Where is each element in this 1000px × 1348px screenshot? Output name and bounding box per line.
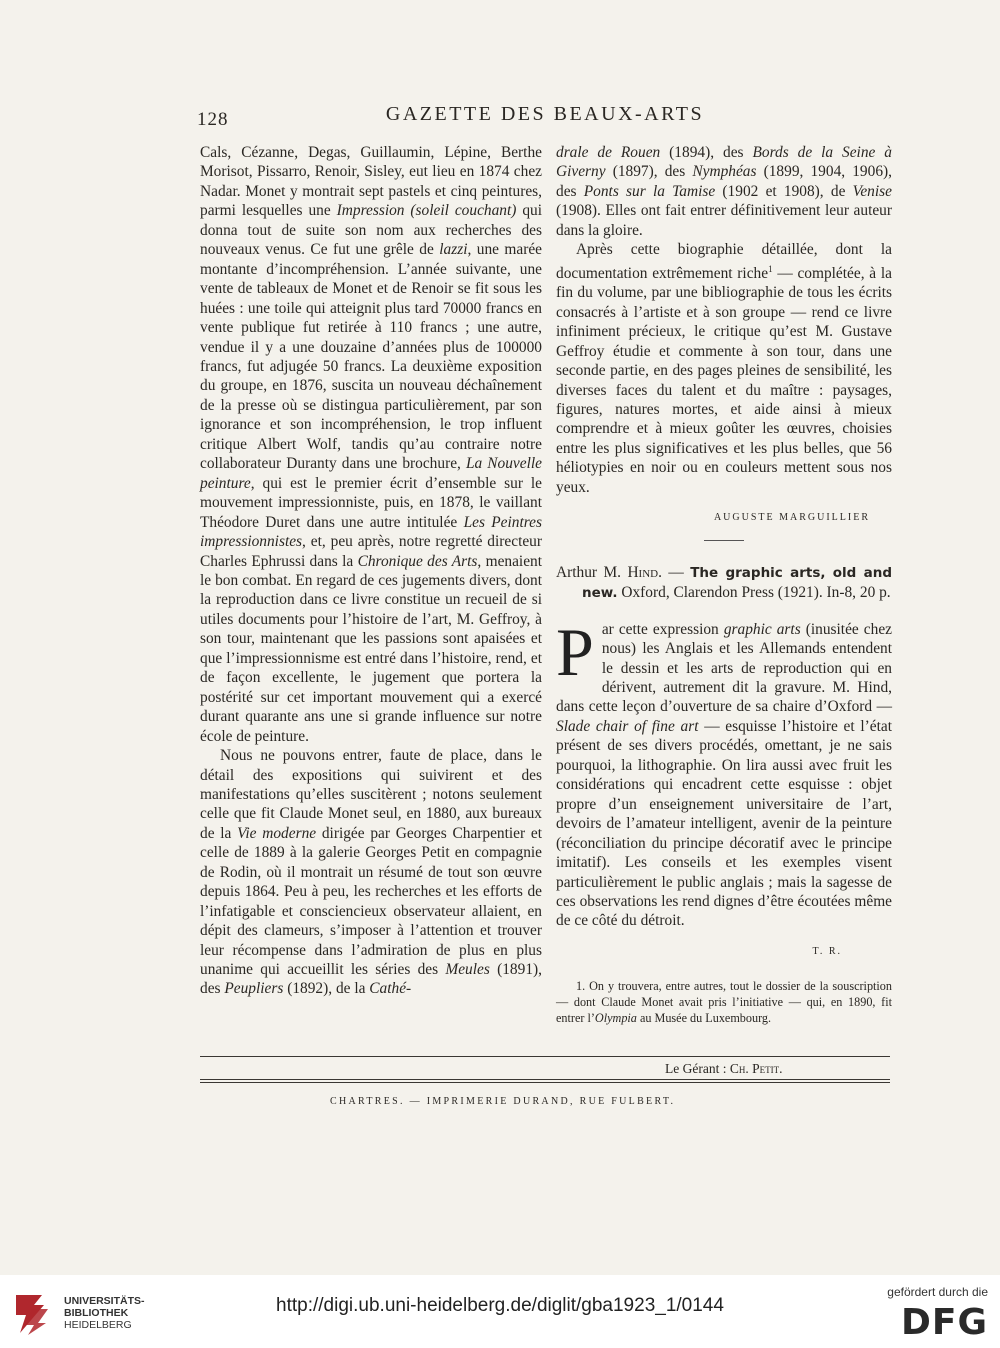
gerant-line: Le Gérant : Ch. Petit.	[665, 1061, 783, 1076]
footer-rule	[200, 1082, 890, 1083]
library-name-line: BIBLIOTHEK	[64, 1307, 129, 1319]
review-heading: Arthur M. Hind. — The graphic arts, old and new. Oxford, Clarendon Press (1921). In-8, 20 p.	[556, 563, 893, 602]
page-number: 128	[197, 109, 229, 130]
drop-cap: P	[556, 613, 594, 690]
footer-rule	[200, 1079, 890, 1080]
left-column	[200, 143, 542, 999]
imprint: CHARTRES. — IMPRIMERIE DURAND, RUE FULBERT.	[330, 1096, 676, 1107]
right-column	[556, 143, 892, 1026]
paragraph: Cals, Cézanne, Degas, Guillaumin, Lépine, Berthe Morisot, Pissarro, Renoir, Sisley, eut lieu en 1874 chez Nadar. Monet y montrait sept pastels et cinq peintures, parmi lesquelles une Impression (soleil couchant) qui donna tout de suite son nom aux recherches des nouveaux venus. Ce fut une grêle de lazzi, une marée montante d’incompréhension. L’année suivante, une vente de tableaux de Monet et de Renoir se fit sous les huées : une toile qui atteignit plus tard 70000 francs en vente publique fut retirée à 110 francs ; une autre, vendue il y a une douzaine d’années plus de 100000 francs, fut adjugée 50 francs. La deuxième exposition du groupe, en 1876, suscita un nouveau déchaînement de la presse où se distingua particulièrement, par son ignorance et son incompréhension, le trop influent critique Albert Wolf, tandis qu’au contraire notre collaborateur Duranty dans une brochure, La Nouvelle peinture, qui est le premier écrit d’ensemble sur le mouvement impressionniste, puis, en 1878, le vaillant Théodore Duret dans une autre intitulée Les Peintres impressionnistes, et, peu après, notre regretté directeur Charles Ephrussi dans la Chronique des Arts, menaient le bon combat. En regard de ces jugements divers, dont la reproduction dans ce livre constitue un recueil de si utiles documents pour l’histoire de l’art, M. Geffroy, à son tour, maintenant que les passions sont apaisées et que l’impressionnisme est entré dans l’histoire, rend, et de façon excellente, le jugement que portera la postérité sur cet important mouvement qui a exercé durant quarante ans une si grande influence sur notre école de peinture.	[200, 144, 543, 745]
journal-title: GAZETTE DES BEAUX-ARTS	[385, 103, 705, 125]
paragraph: Par cette expression graphic arts (inusitée chez nous) les Anglais et les Allemands entendent le dessin et les arts de reproduction qui en dérivent, autrement dit la gravure. M. Hind, dans cette leçon d’ouverture de sa chaire d’Oxford — Slade chair of fine art — esquisse l’histoire et l’état présent de ses divers procédés, omettant, je ne sais pourquoi, la lithographie. On lira aussi avec fruit les considérations qui encadrent cette esquisse : objet propre d’un enseignement universitaire de l’art, devoirs de l’amateur intelligent, avenir de la peinture (réconciliation du principe décoratif avec le principe imitatif). Les conseils et les exemples visent particulièrement le public anglais ; mais la sagesse de ces observations les rend dignes d’être écoutées même de ce côté du détroit.	[556, 613, 892, 930]
library-name-line: HEIDELBERG	[64, 1319, 132, 1331]
paragraph: Après cette biographie détaillée, dont la documentation extrêmement riche$^1$ — complétée, à la fin du volume, par une bibliographie de tous les écrits consacrés à l’artiste et à son groupe — rend ce livre infiniment précieux, le critique qu’est M. Gustave Geffroy étudie et commente à son tour, dans une seconde partie, en des pages pleines de sensibilité, les diverses faces du talent et du maître : paysages, figures, natures mortes, et aide ainsi à mieux comprendre et à mieux goûter les œuvres, choisies entre les plus significatives et les plus belles, que 56 héliotypies en noir ou en couleurs mettent sous nos yeux.	[556, 241, 892, 496]
dfg-logo[interactable]: DFG	[900, 1302, 988, 1343]
library-name-line: UNIVERSITÄTS-	[64, 1295, 145, 1307]
footnote: 1. On y trouvera, entre autres, tout le dossier de la souscription — dont Claude Monet avait pris l’initiative — qui, en 1890, fit entrer l’Olympia au Musée du Luxembourg.	[556, 979, 892, 1026]
viewer-footer	[0, 1275, 1000, 1348]
paragraph: drale de Rouen (1894), des Bords de la Seine à Giverny (1897), des Nymphéas (1899, 1904, 1906), des Ponts sur la Tamise (1902 et 1908), de Venise (1908). Elles ont fait entrer définitivement leur auteur dans la gloire.	[556, 144, 892, 239]
author-signature: AUGUSTE MARGUILLIER	[713, 512, 870, 524]
paragraph: Nous ne pouvons entrer, faute de place, dans le détail des expositions qui suivirent et des manifestations qu’elles suscitèrent ; notons seulement celle que fit Claude Monet seul, en 1880, aux bureaux de la Vie moderne dirigée par Georges Charpentier et celle de 1889 à la galerie Georges Petit en compagnie de Rodin, où il montrait un résumé de tout son œuvre depuis 1864. Peu à peu, les recherches et les efforts de l’infatigable et consciencieux observateur allaient, en dépit des clameurs, s’imposer à l’attention et trouver leur récompense dans l’admiration de plus en plus unanime qui accueillit les séries des Meules (1891), des Peupliers (1892), de la Cathé-	[200, 747, 542, 998]
reviewer-initials: T. R.	[812, 945, 842, 957]
footnote-ref: 1	[768, 263, 773, 274]
funding-label: gefördert durch die	[887, 1285, 988, 1299]
divider	[704, 540, 744, 541]
permalink-url[interactable]: http://digi.ub.uni-heidelberg.de/diglit/gba1923_1/0144	[276, 1295, 724, 1316]
footer-rule	[200, 1056, 890, 1057]
